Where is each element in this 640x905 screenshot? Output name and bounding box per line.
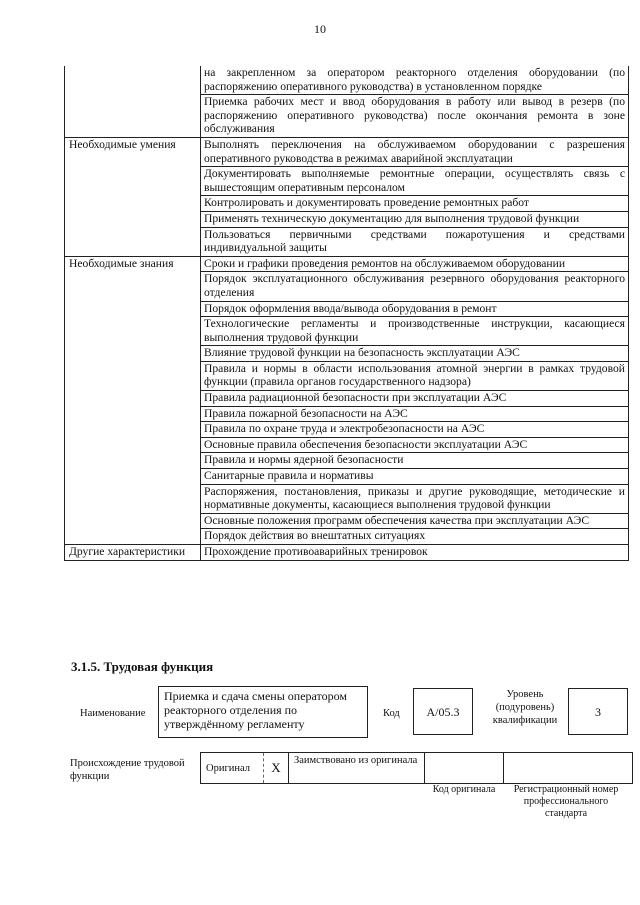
content-cell: Порядок действия во внештатных ситуациях [201, 529, 629, 545]
category-cell [65, 317, 201, 346]
category-cell [65, 391, 201, 407]
table-row [65, 95, 629, 138]
category-cell [65, 529, 201, 545]
table-row [65, 361, 629, 390]
original-mark: X [264, 753, 289, 784]
level-label: Уровень (подуровень) квалификации [492, 689, 558, 726]
table-row [65, 272, 629, 301]
origin-table [200, 752, 633, 784]
content-cell: Основные правила обеспечения безопасности эксплуатации АЭС [201, 437, 629, 453]
table-row [65, 66, 629, 95]
category-cell [65, 469, 201, 485]
requirements-table [64, 66, 629, 561]
table-row [65, 513, 629, 529]
category-cell [65, 66, 201, 95]
category-cell [65, 346, 201, 362]
content-cell: Санитарные правила и нормативы [201, 469, 629, 485]
category-cell [65, 422, 201, 438]
table-row [65, 453, 629, 469]
table-row [65, 256, 629, 272]
name-label: Наименование [80, 708, 146, 719]
table-row [65, 391, 629, 407]
table-row [65, 484, 629, 513]
original-label: Оригинал [201, 753, 264, 784]
content-cell: Порядок эксплуатационного обслуживания резервного оборудования реакторного отделения [201, 272, 629, 301]
table-row [65, 437, 629, 453]
category-cell: Необходимые умения [65, 137, 201, 166]
table-row [65, 301, 629, 317]
content-cell: Влияние трудовой функции на безопасность эксплуатации АЭС [201, 346, 629, 362]
category-cell [65, 513, 201, 529]
category-cell [65, 361, 201, 390]
code-value-box: А/05.3 [413, 688, 473, 735]
category-cell [65, 211, 201, 227]
content-cell: на закрепленном за оператором реакторного отделения оборудовании (по распоряжению оперативного руководства) в установленном порядке [201, 66, 629, 95]
content-cell: Контролировать и документировать проведение ремонтных работ [201, 196, 629, 212]
content-cell: Прохождение противоаварийных тренировок [201, 545, 629, 561]
section-title: 3.1.5. Трудовая функция [71, 659, 214, 674]
content-cell: Сроки и графики проведения ремонтов на обслуживаемом оборудовании [201, 256, 629, 272]
code-label: Код [383, 708, 400, 719]
category-cell: Другие характеристики [65, 545, 201, 561]
category-cell [65, 484, 201, 513]
content-cell: Правила пожарной безопасности на АЭС [201, 406, 629, 422]
content-cell: Правила и нормы ядерной безопасности [201, 453, 629, 469]
table-row [65, 422, 629, 438]
content-cell: Документировать выполняемые ремонтные операции, осуществлять связь с вышестоящим оперативным персоналом [201, 167, 629, 196]
content-cell: Основные положения программ обеспечения качества при эксплуатации АЭС [201, 513, 629, 529]
function-name-box: Приемка и сдача смены оператором реакторного отделения по утверждённому регламенту [158, 686, 368, 738]
category-cell [65, 95, 201, 138]
category-cell [65, 437, 201, 453]
table-row [65, 346, 629, 362]
table-row [65, 137, 629, 166]
category-cell [65, 453, 201, 469]
table-row [65, 529, 629, 545]
category-cell: Необходимые знания [65, 256, 201, 272]
content-cell: Распоряжения, постановления, приказы и другие руководящие, методические и нормативные документы, касающиеся выполнения трудовой функции [201, 484, 629, 513]
level-value-box: 3 [568, 688, 628, 735]
category-cell [65, 272, 201, 301]
category-cell [65, 227, 201, 256]
content-cell: Правила радиационной безопасности при эксплуатации АЭС [201, 391, 629, 407]
category-cell [65, 406, 201, 422]
page-number: 10 [314, 22, 326, 36]
content-cell: Правила и нормы в области использования атомной энергии в рамках трудовой функции (правила органов государственного надзора) [201, 361, 629, 390]
table-row [65, 227, 629, 256]
table-row [65, 406, 629, 422]
table-row [65, 167, 629, 196]
code-original-cell [425, 753, 504, 784]
table-row [65, 196, 629, 212]
content-cell: Применять техническую документацию для выполнения трудовой функции [201, 211, 629, 227]
origin-label: Происхождение трудовой функции [70, 758, 185, 782]
table-row [65, 545, 629, 561]
category-cell [65, 301, 201, 317]
content-cell: Приемка рабочих мест и ввод оборудования в работу или вывод в резерв (по распоряжению оперативного руководства) после окончания ремонта в зоне обслуживания [201, 95, 629, 138]
table-row [65, 211, 629, 227]
content-cell: Выполнять переключения на обслуживаемом оборудовании с разрешения оперативного руководства в режимах аварийной эксплуатации [201, 137, 629, 166]
code-original-caption: Код оригинала [432, 784, 496, 795]
category-cell [65, 196, 201, 212]
table-row [65, 469, 629, 485]
table-row [65, 317, 629, 346]
reg-number-caption: Регистрационный номер профессионального стандарта [513, 784, 619, 819]
content-cell: Порядок оформления ввода/вывода оборудования в ремонт [201, 301, 629, 317]
content-cell: Правила по охране труда и электробезопасности на АЭС [201, 422, 629, 438]
content-cell: Технологические регламенты и производственные инструкции, касающиеся выполнения трудовой функции [201, 317, 629, 346]
borrowed-label: Заимствовано из оригинала [289, 753, 425, 784]
content-cell: Пользоваться первичными средствами пожаротушения и средствами индивидуальной защиты [201, 227, 629, 256]
reg-number-cell [504, 753, 633, 784]
category-cell [65, 167, 201, 196]
